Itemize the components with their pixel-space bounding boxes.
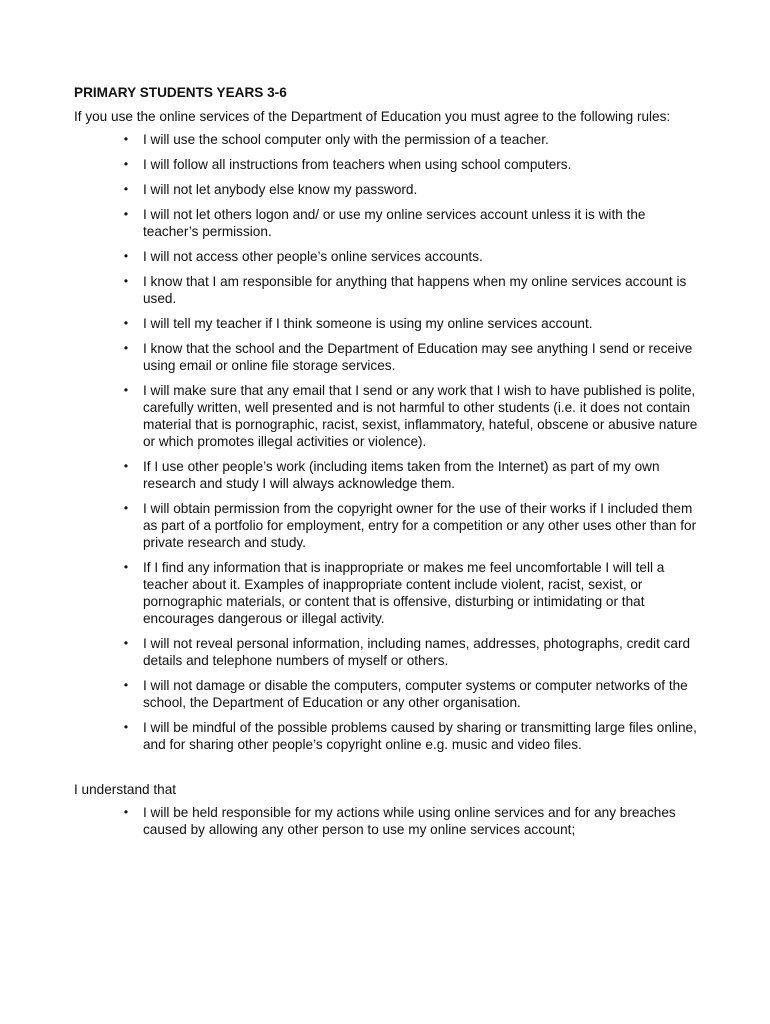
understand-item [123, 804, 699, 838]
bullet-icon: • [123, 182, 129, 196]
rule-text: If I use other people’s work (including items taken from the Internet) as part of my own research and study I will always acknowledge them. [143, 459, 660, 491]
rule-text: I will make sure that any email that I send or any work that I wish to have published is polite, carefully written, well presented and is not harmful to other students (i.e. it does not contain material that is pornographic, racist, sexist, inflammatory, hateful, obscene or abusive nature or which promotes illegal activities or violence). [143, 383, 698, 449]
rule-text: I will use the school computer only with the permission of a teacher. [143, 132, 549, 147]
rule-item [123, 131, 699, 148]
bullet-icon: • [123, 341, 129, 355]
rule-item [123, 315, 699, 332]
bullet-icon: • [123, 207, 129, 221]
rule-item [123, 206, 699, 240]
understand-text: I will be held responsible for my actions while using online services and for any breaches caused by allowing any other person to use my online services account; [143, 805, 676, 837]
rule-text: I know that I am responsible for anything that happens when my online services account is used. [143, 274, 687, 306]
rule-text: If I find any information that is inappropriate or makes me feel uncomfortable I will tell a teacher about it. Examples of inappropriate content include violent, racist, sexist, or pornographic materials, or content that is offensive, disturbing or intimidating or that encourages dangerous or illegal activity. [143, 560, 665, 626]
bullet-icon: • [123, 157, 129, 171]
rule-text: I will obtain permission from the copyright owner for the use of their works if I included them as part of a portfolio for employment, entry for a competition or any other uses other than for private research and study. [143, 501, 697, 550]
rule-text: I will tell my teacher if I think someone is using my online services account. [143, 316, 593, 331]
rule-item [123, 248, 699, 265]
bullet-icon: • [123, 501, 129, 515]
rule-item [123, 635, 699, 669]
bullet-icon: • [123, 316, 129, 330]
bullet-icon: • [123, 459, 129, 473]
bullet-icon: • [123, 720, 129, 734]
rule-text: I know that the school and the Department of Education may see anything I send or receive using email or online file storage services. [143, 341, 693, 373]
rule-text: I will not access other people’s online services accounts. [143, 249, 483, 264]
rule-text: I will not damage or disable the computers, computer systems or computer networks of the school, the Department of Education or any other organisation. [143, 678, 688, 710]
document-content [74, 84, 704, 846]
bullet-icon: • [123, 249, 129, 263]
rule-item [123, 677, 699, 711]
bullet-icon: • [123, 274, 129, 288]
rule-text: I will not let others logon and/ or use my online services account unless it is with the teacher’s permission. [143, 207, 646, 239]
rule-text: I will not reveal personal information, including names, addresses, photographs, credit card details and telephone numbers of myself or others. [143, 636, 691, 668]
rule-text: I will be mindful of the possible problems caused by sharing or transmitting large files online, and for sharing other people’s copyright online e.g. music and video files. [143, 720, 697, 752]
bullet-icon: • [123, 132, 129, 146]
rule-item [123, 500, 699, 551]
bullet-icon: • [123, 383, 129, 397]
bullet-icon: • [123, 560, 129, 574]
understand-heading: I understand that [74, 782, 177, 797]
rule-text: I will not let anybody else know my password. [143, 182, 418, 197]
rule-text: I will follow all instructions from teachers when using school computers. [143, 157, 572, 172]
rule-item [123, 181, 699, 198]
rule-item [123, 559, 699, 627]
document-title: PRIMARY STUDENTS YEARS 3-6 [74, 85, 287, 100]
rule-item [123, 340, 699, 374]
bullet-icon: • [123, 805, 129, 819]
intro-paragraph: If you use the online services of the Department of Education you must agree to the following rules: [74, 109, 671, 124]
bullet-icon: • [123, 636, 129, 650]
rule-item [123, 156, 699, 173]
bullet-icon: • [123, 678, 129, 692]
rule-item [123, 273, 699, 307]
rule-item [123, 458, 699, 492]
understand-list [74, 804, 704, 838]
rule-item [123, 382, 699, 450]
rule-item [123, 719, 699, 753]
rules-list [74, 131, 704, 753]
